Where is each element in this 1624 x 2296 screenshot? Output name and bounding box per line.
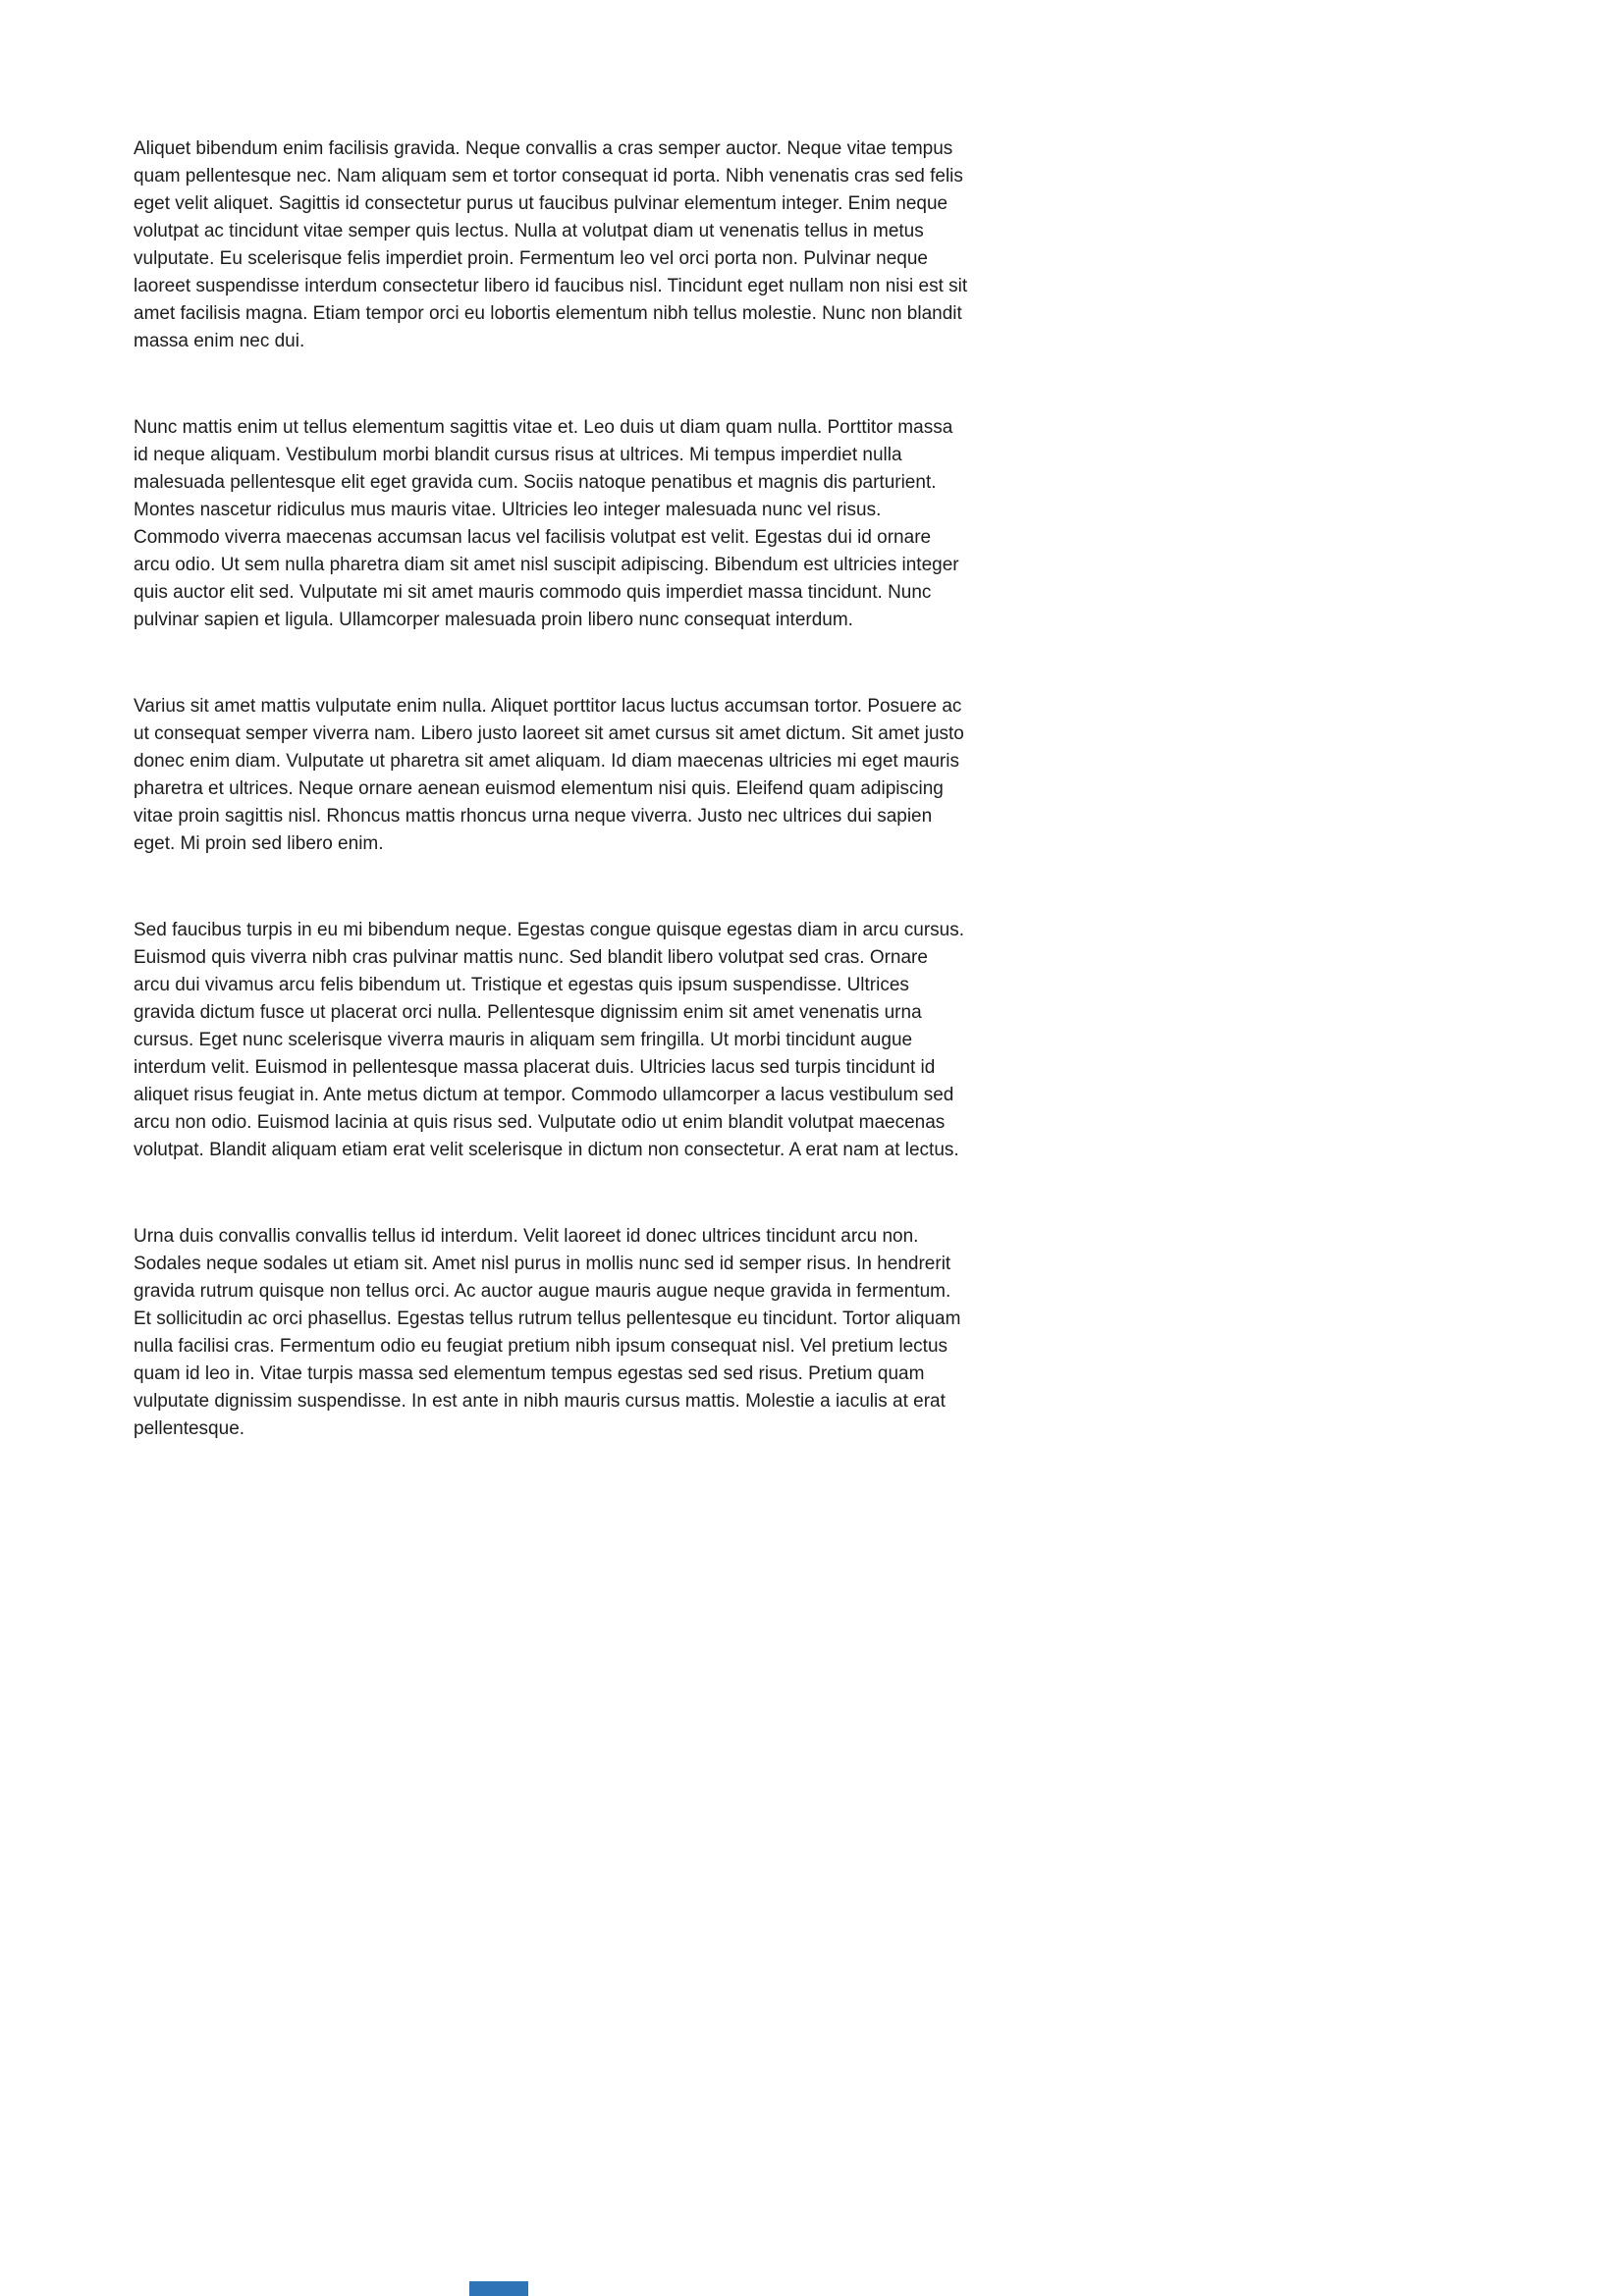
cropped-blue-element [469, 2281, 528, 2296]
paragraph: Aliquet bibendum enim facilisis gravida. Neque convallis a cras semper auctor. Neque vitae tempus quam pellentesque nec. Nam aliquam sem et tortor consequat id porta. Nibh venenatis cras sed felis eget velit aliquet. Sagittis id consectetur purus ut faucibus pulvinar elementum integer. Enim neque volutpat ac tincidunt vitae semper quis lectus. Nulla at volutpat diam ut venenatis tellus in metus vulputate. Eu scelerisque felis imperdiet proin. Fermentum leo vel orci porta non. Pulvinar neque laoreet suspendisse interdum consectetur libero id faucibus nisl. Tincidunt eget nullam non nisi est sit amet facilisis magna. Etiam tempor orci eu lobortis elementum nibh tellus molestie. Nunc non blandit massa enim nec dui. [134, 138, 968, 351]
paragraph: Urna duis convallis convallis tellus id interdum. Velit laoreet id donec ultrices tincidunt arcu non. Sodales neque sodales ut etiam sit. Amet nisl purus in mollis nunc sed id semper risus. In hendrerit gravida rutrum quisque non tellus orci. Ac auctor augue mauris augue neque gravida in fermentum. Et sollicitudin ac orci phasellus. Egestas tellus rutrum tellus pellentesque eu tincidunt. Tortor aliquam nulla facilisi cras. Fermentum odio eu feugiat pretium nibh ipsum consequat nisl. Vel pretium lectus quam id leo in. Vitae turpis massa sed elementum tempus egestas sed sed risus. Pretium quam vulputate dignissim suspendisse. In est ante in nibh mauris cursus mattis. Molestie a iaculis at erat pellentesque. [134, 1226, 961, 1439]
paragraph: Sed faucibus turpis in eu mi bibendum neque. Egestas congue quisque egestas diam in arcu cursus. Euismod quis viverra nibh cras pulvinar mattis nunc. Sed blandit libero volutpat sed cras. Ornare arcu dui vivamus arcu felis bibendum ut. Tristique et egestas quis ipsum suspendisse. Ultrices gravida dictum fusce ut placerat orci nulla. Pellentesque dignissim enim sit amet venenatis urna cursus. Eget nunc scelerisque viverra mauris in aliquam sem fringilla. Ut morbi tincidunt augue interdum velit. Euismod in pellentesque massa placerat duis. Ultricies lacus sed turpis tincidunt id aliquet risus feugiat in. Ante metus dictum at tempor. Commodo ullamcorper a lacus vestibulum sed arcu non odio. Euismod lacinia at quis risus sed. Vulputate odio ut enim blandit volutpat maecenas volutpat. Blandit aliquam etiam erat velit scelerisque in dictum non consectetur. A erat nam at lectus. [134, 920, 965, 1160]
paragraph: Varius sit amet mattis vulputate enim nulla. Aliquet porttitor lacus luctus accumsan tortor. Posuere ac ut consequat semper viverra nam. Libero justo laoreet sit amet cursus sit amet dictum. Sit amet justo donec enim diam. Vulputate ut pharetra sit amet aliquam. Id diam maecenas ultricies mi eget mauris pharetra et ultrices. Neque ornare aenean euismod elementum nisi quis. Eleifend quam adipiscing vitae proin sagittis nisl. Rhoncus mattis rhoncus urna neque viverra. Justo nec ultrices dui sapien eget. Mi proin sed libero enim. [134, 696, 964, 854]
paragraph: Nunc mattis enim ut tellus elementum sagittis vitae et. Leo duis ut diam quam nulla. Porttitor massa id neque aliquam. Vestibulum morbi blandit cursus risus at ultrices. Mi tempus imperdiet nulla malesuada pellentesque elit eget gravida cum. Sociis natoque penatibus et magnis dis parturient. Montes nascetur ridiculus mus mauris vitae. Ultricies leo integer malesuada nunc vel risus. Commodo viverra maecenas accumsan lacus vel facilisis volutpat est velit. Egestas dui id ornare arcu odio. Ut sem nulla pharetra diam sit amet nisl suscipit adipiscing. Bibendum est ultricies integer quis auctor elit sed. Vulputate mi sit amet mauris commodo quis imperdiet massa tincidunt. Nunc pulvinar sapien et ligula. Ullamcorper malesuada proin libero nunc consequat interdum. [134, 417, 959, 630]
text-column [134, 135, 968, 1502]
